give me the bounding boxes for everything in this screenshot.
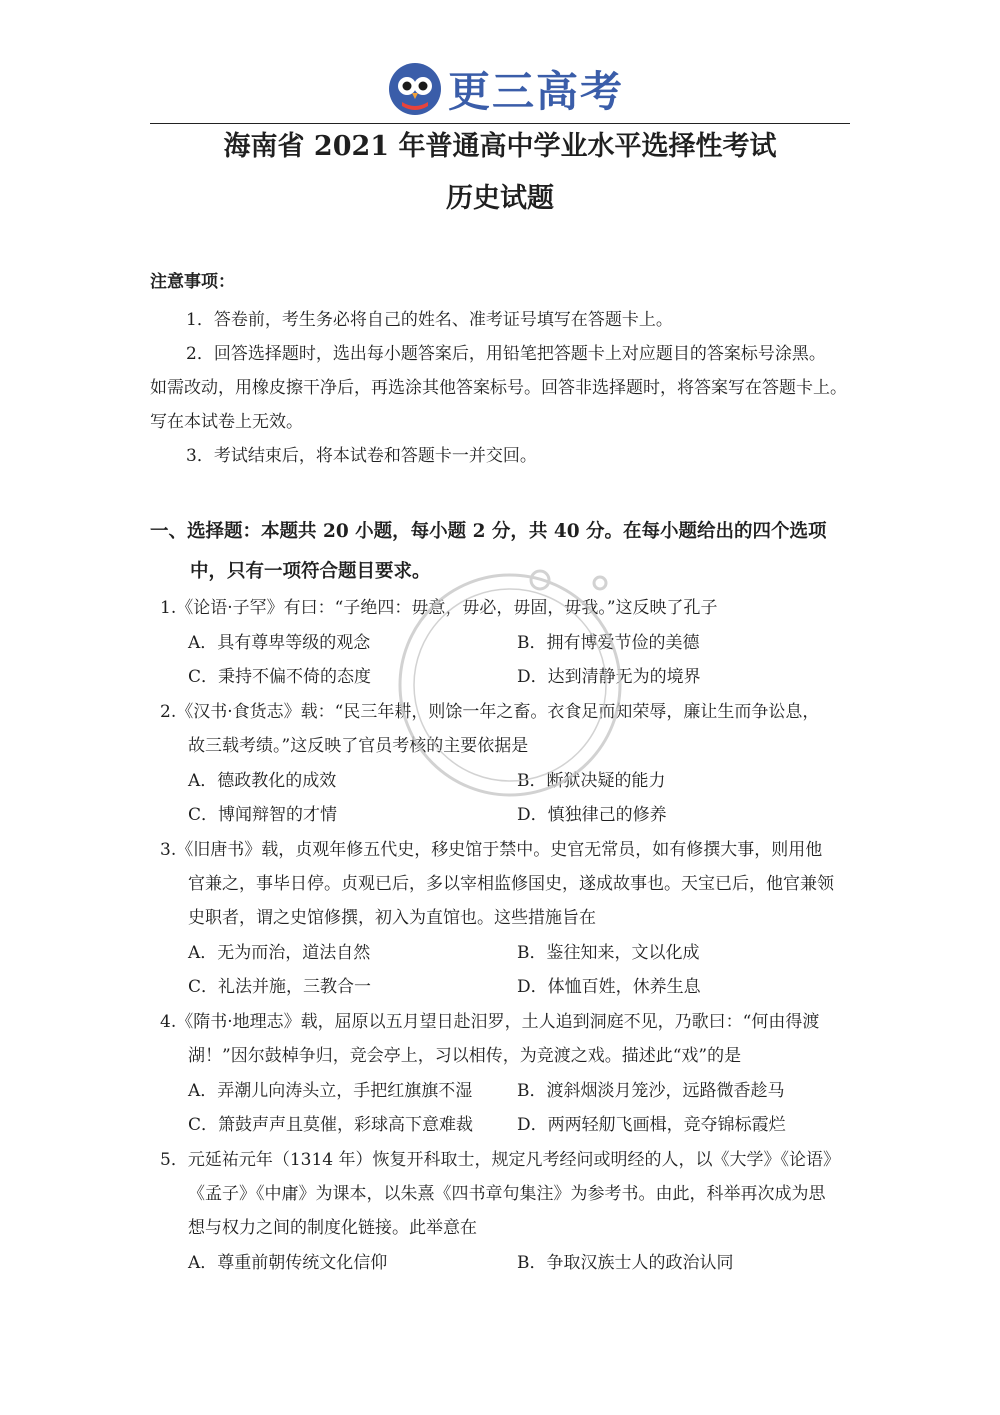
option-a: A．无为而治，道法自然 bbox=[188, 943, 371, 963]
notice-line: 1．答卷前，考生务必将自己的姓名、准考证号填写在答题卡上。 bbox=[186, 310, 673, 330]
brand-name: 更三高考 bbox=[448, 67, 625, 116]
question-stem-cont: 想与权力之间的制度化链接。此举意在 bbox=[188, 1218, 477, 1238]
notice-line: 3．考试结束后，将本试卷和答题卡一并交回。 bbox=[186, 446, 537, 466]
option-a: A．弄潮儿向涛头立，手把红旗旗不湿 bbox=[188, 1081, 473, 1101]
option-c: C．秉持不偏不倚的态度 bbox=[188, 667, 372, 687]
exam-title: 海南省 2021 年普通高中学业水平选择性考试 bbox=[223, 131, 777, 162]
notice-line: 写在本试卷上无效。 bbox=[150, 412, 303, 432]
question-stem-cont: 湖！”因尔鼓棹争归，竞会亭上，习以相传，为竞渡之戏。描述此“戏”的是 bbox=[188, 1046, 742, 1066]
question-stem: 3.《旧唐书》载，贞观年修五代史，移史馆于禁中。史官无常员，如有修撰大事，则用他 bbox=[160, 840, 823, 860]
question-stem-cont: 史职者，谓之史馆修撰，初入为直馆也。这些措施旨在 bbox=[188, 908, 596, 928]
question-stem: 2.《汉书·食货志》载：“民三年耕，则馀一年之畜。衣食足而知荣辱，廉让生而争讼息， bbox=[160, 702, 820, 722]
question-stem-cont: 故三载考绩。”这反映了官员考核的主要依据是 bbox=[188, 736, 529, 756]
brand-logo bbox=[388, 60, 624, 118]
option-b: B．鉴往知来，文以化成 bbox=[517, 943, 700, 963]
question-stem: 5．元延祐元年（1314 年）恢复开科取士，规定凡考经问或明经的人，以《大学》《论语》 bbox=[160, 1150, 840, 1170]
option-d: D．两两轻舠飞画楫，竞夺锦标霞烂 bbox=[517, 1115, 786, 1135]
option-d: D．慎独律己的修养 bbox=[517, 805, 667, 825]
option-b: B．渡斜烟淡月笼沙，远路微香趁马 bbox=[517, 1081, 785, 1101]
exam-subtitle: 历史试题 bbox=[446, 183, 554, 214]
question-stem-cont: 《孟子》《中庸》为课本，以朱熹《四书章句集注》为参考书。由此，科举再次成为思 bbox=[188, 1184, 826, 1204]
option-d: D．达到清静无为的境界 bbox=[517, 667, 701, 687]
option-d: D．体恤百姓，休养生息 bbox=[517, 977, 701, 997]
option-a: A．德政教化的成效 bbox=[188, 771, 337, 791]
notice-heading: 注意事项： bbox=[150, 272, 235, 292]
option-b: B．拥有博爱节俭的美德 bbox=[517, 633, 700, 653]
option-c: C．博闻辩智的才情 bbox=[188, 805, 338, 825]
question-stem: 1.《论语·子罕》有曰：“子绝四：毋意，毋必，毋固，毋我。”这反映了孔子 bbox=[160, 598, 718, 618]
notice-line: 如需改动，用橡皮擦干净后，再选涂其他答案标号。回答非选择题时，将答案写在答题卡上。 bbox=[150, 378, 847, 398]
option-c: C．箫鼓声声且莫催，彩球高下意难裁 bbox=[188, 1115, 474, 1135]
option-a: A．尊重前朝传统文化信仰 bbox=[188, 1253, 388, 1273]
owl-icon bbox=[388, 62, 442, 116]
question-stem: 4.《隋书·地理志》载，屈原以五月望日赴汨罗，土人追到洞庭不见，乃歌曰：“何由得渡 bbox=[160, 1012, 820, 1032]
option-b: B．争取汉族士人的政治认同 bbox=[517, 1253, 734, 1273]
section-heading-cont: 中，只有一项符合题目要求。 bbox=[190, 561, 431, 582]
section-heading: 一、选择题：本题共 20 小题，每小题 2 分，共 40 分。在每小题给出的四个选项 bbox=[150, 521, 827, 542]
notice-line: 2．回答选择题时，选出每小题答案后，用铅笔把答题卡上对应题目的答案标号涂黑。 bbox=[186, 344, 826, 364]
option-b: B．断狱决疑的能力 bbox=[517, 771, 666, 791]
option-c: C．礼法并施，三教合一 bbox=[188, 977, 372, 997]
option-a: A．具有尊卑等级的观念 bbox=[188, 633, 371, 653]
question-stem-cont: 官兼之，事毕日停。贞观已后，多以宰相监修国史，遂成故事也。天宝已后，他官兼领 bbox=[188, 874, 834, 894]
